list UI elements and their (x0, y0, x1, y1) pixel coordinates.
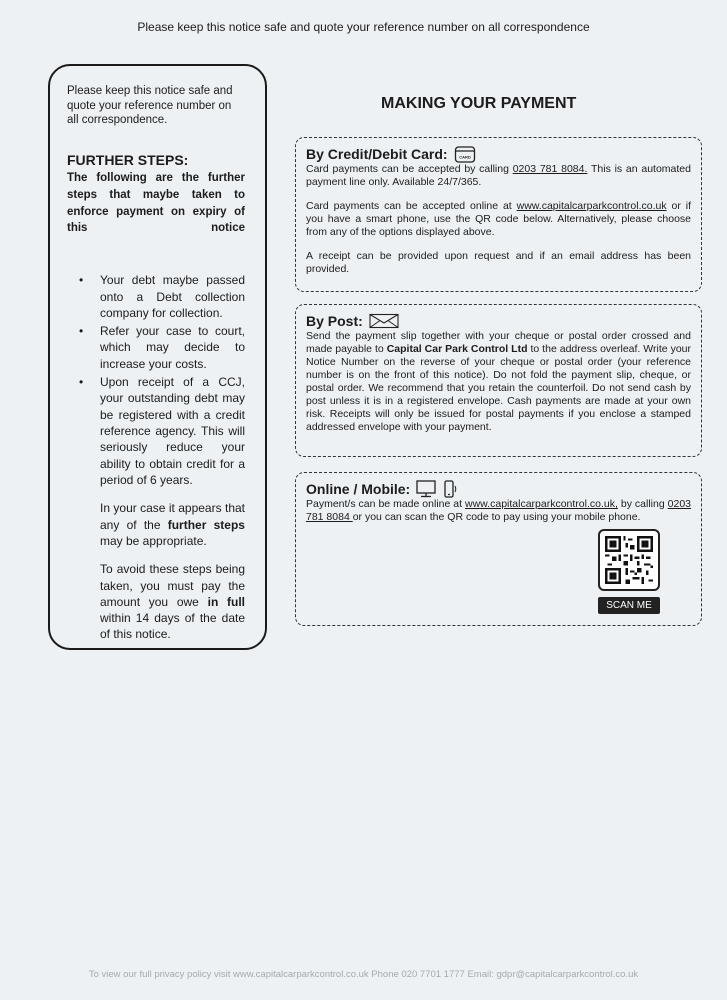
card-payment-section (295, 137, 702, 292)
card-receipt-text: A receipt can be provided upon request and if an email address has been provided. (306, 250, 691, 276)
card-phone-link[interactable]: 0203 781 8084. (512, 163, 588, 175)
post-payment-section (295, 304, 702, 457)
online-section-title: Online / Mobile: (306, 481, 411, 497)
online-payment-section (295, 472, 702, 626)
credit-card-icon (454, 144, 476, 164)
qr-code[interactable] (605, 536, 653, 584)
further-steps-intro: The following are the further steps that maybe taken to enforce payment on expiry of this notice (67, 171, 245, 235)
post-instructions: Send the payment slip together with your cheque or postal order crossed and made payable to Capital Car Park Control Ltd to the address overleaf. Write your Notice Number on the reverse of your cheque or postal order (your reference number is on the front of this notice). Do not fold the payment slip, cheque, or postal order. We recommend that you retain the counterfoil. Do not send cash by post unless it is in a registered envelope. Cash payments are made at your own risk. Receipts will only be issued for postal payments if you enclose a stamped addressed envelope with your payment. (306, 330, 691, 434)
card-phone-text: Card payments can be accepted by calling 0203 781 8084. This is an automated payment line only. Available 24/7/365. (306, 163, 691, 189)
further-steps-box (48, 64, 267, 650)
scan-me-label: SCAN ME (598, 597, 660, 614)
online-website-link[interactable]: www.capitalcarparkcontrol.co.uk, (465, 498, 618, 510)
card-website-link[interactable]: www.capitalcarparkcontrol.co.uk (516, 200, 667, 213)
pay-in-full-notice: To avoid these steps being taken, you must pay the amount you owe in full within 14 days of the date of this notice. (100, 562, 246, 642)
card-section-title: By Credit/Debit Card: (306, 146, 448, 162)
further-steps-heading: FURTHER STEPS: (67, 151, 189, 168)
further-steps-appropriate: In your case it appears that any of the further steps may be appropriate. (100, 501, 245, 548)
list-item: • Your debt maybe passed onto a Debt collection company for collection. (67, 272, 245, 321)
card-icon-label: CARD (458, 154, 471, 160)
online-phone-link[interactable]: 0203 781 8084 (306, 498, 692, 524)
page-title: MAKING YOUR PAYMENT (381, 95, 577, 112)
further-steps-list (67, 272, 245, 488)
top-notice: Please keep this notice safe and quote your reference number on all correspondence (137, 20, 590, 34)
list-item: • Refer your case to court, which may decide to increase your costs. (67, 323, 245, 372)
qr-code-block[interactable] (598, 529, 660, 614)
card-online-text: Card payments can be accepted online at www.capitalcarparkcontrol.co.uk or if you have a smart phone, use the QR code below. Alternatively, please choose from any of the options displayed above. (306, 200, 691, 239)
list-item: • Upon receipt of a CCJ, your outstanding debt may be registered with a credit reference agency. This will seriously reduce your ability to obtain credit for a period of 6 years. (67, 374, 245, 488)
mobile-phone-icon (442, 480, 458, 498)
privacy-footer: To view our full privacy policy visit www.capitalcarparkcontrol.co.uk Phone 020 7701 1777 Email: gdpr@capitalcarparkcontrol.co.uk (88, 969, 639, 980)
online-instructions: Payment/s can be made online at www.capitalcarparkcontrol.co.uk, by calling 0203 781 8084 or you can scan the QR code to pay using your mobile phone. (306, 498, 692, 524)
envelope-icon (369, 313, 399, 329)
monitor-icon (416, 480, 436, 498)
post-section-title: By Post: (306, 313, 363, 329)
reference-notice: Please keep this notice safe and quote your reference number on all correspondence. (67, 85, 233, 127)
